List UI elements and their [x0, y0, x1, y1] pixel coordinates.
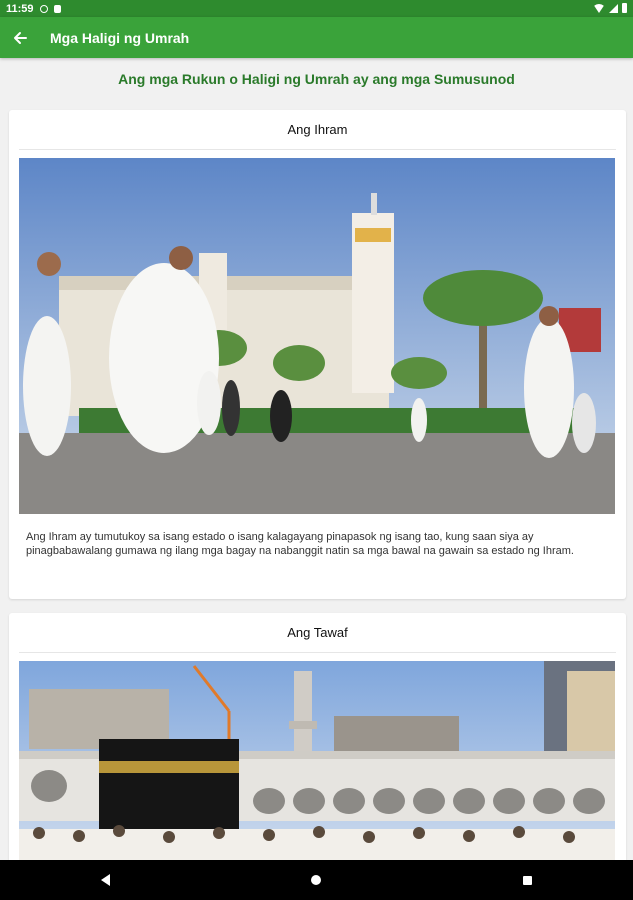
status-bar — [0, 0, 633, 17]
sim-icon — [54, 5, 61, 13]
card-tawaf — [9, 613, 626, 860]
wifi-icon — [593, 4, 605, 13]
app-title: Mga Haligi ng Umrah — [50, 29, 190, 46]
arrow-left-icon — [13, 31, 27, 45]
nav-back-icon[interactable] — [101, 874, 110, 886]
main-content[interactable] — [0, 58, 633, 860]
back-button[interactable] — [0, 17, 40, 58]
nav-home-icon[interactable] — [311, 875, 321, 885]
ihram-image — [19, 158, 615, 514]
status-time: 11:59 — [6, 2, 34, 15]
notification-icon — [40, 5, 48, 13]
navigation-bar — [0, 860, 633, 900]
app-bar — [0, 17, 633, 58]
tawaf-photo — [19, 661, 615, 860]
status-icons — [593, 3, 627, 13]
card-ihram — [9, 110, 626, 599]
card-description: Ang Ihram ay tumutukoy sa isang estado o isang kalagayang pinapasok ng isang tao, kung saan siya ay pinagbabawalang gumawa ng ilang mga bagay na nabanggit natin sa mga bawal na gawain sa estado ng Ihram. — [26, 531, 574, 557]
tawaf-image — [19, 661, 615, 860]
page-heading: Ang mga Rukun o Haligi ng Umrah ay ang mga Sumusunod — [118, 71, 515, 87]
signal-icon — [609, 4, 618, 13]
card-title: Ang Tawaf — [19, 613, 616, 653]
battery-icon — [622, 3, 627, 13]
ihram-photo — [19, 158, 615, 514]
card-title: Ang Ihram — [19, 110, 616, 150]
nav-recents-icon[interactable] — [523, 876, 532, 885]
